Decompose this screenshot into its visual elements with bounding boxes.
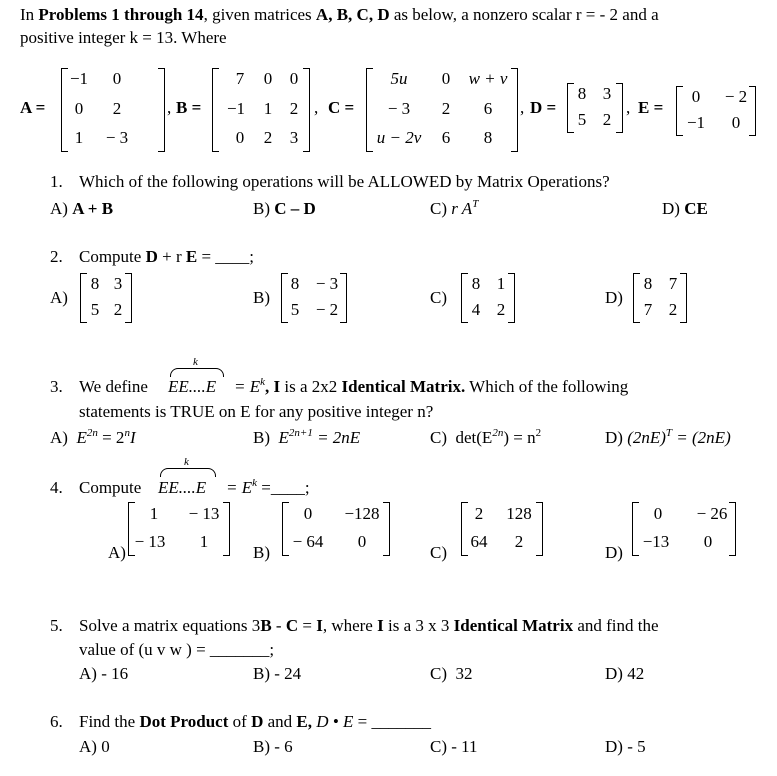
- matrix-e-cell: − 2: [724, 87, 748, 106]
- q3-comma: ,: [265, 377, 274, 396]
- matrix-cell: 5: [90, 300, 100, 319]
- q2-option-c-label[interactable]: C): [430, 288, 447, 307]
- q4-option-b-matrix: [282, 502, 390, 556]
- q2-option-a-label[interactable]: A): [50, 288, 68, 307]
- q5-option-c[interactable]: [430, 664, 473, 684]
- q2-option-a-matrix: [80, 273, 132, 323]
- matrix-cell: 7: [643, 300, 653, 319]
- matrix-cell: 2: [514, 532, 524, 551]
- matrix-e-cell: 0: [691, 87, 701, 106]
- q2-option-d-matrix: [633, 273, 687, 323]
- q4-number: 4.: [50, 478, 63, 497]
- q5-text-line2: value of (u v w ) = _______;: [79, 640, 275, 659]
- q4-overbrace: [160, 468, 216, 477]
- option-label: C): [430, 737, 447, 756]
- intro-problems-range: Problems 1 through 14: [38, 5, 204, 24]
- q6-expression: D • E: [311, 712, 354, 731]
- matrix-e-label: E =: [638, 98, 664, 117]
- option-part: = 2: [97, 428, 125, 447]
- q6-option-a[interactable]: [79, 737, 110, 757]
- q6-option-d[interactable]: [605, 737, 646, 757]
- matrix-cell: − 2: [315, 300, 339, 319]
- q4-option-c-matrix: [461, 502, 543, 556]
- matrix-cell: −13: [642, 532, 670, 551]
- matrix-cell: 3: [113, 274, 123, 293]
- matrix-b-label: B =: [176, 98, 202, 117]
- q4-brace-text: EE....E: [158, 478, 207, 497]
- intro-text: In: [20, 5, 39, 24]
- matrix-cell: 8: [471, 274, 481, 293]
- matrix-e: [676, 86, 756, 136]
- q3-option-b[interactable]: [253, 428, 360, 448]
- matrix-a-cell: 0: [112, 69, 122, 88]
- q3-option-a[interactable]: [50, 428, 136, 448]
- q4-prefix: Compute: [79, 478, 142, 497]
- option-value: r A: [451, 199, 473, 218]
- option-label: A): [50, 199, 68, 218]
- intro-line-1: [20, 5, 659, 25]
- matrix-cell: − 13: [188, 504, 220, 523]
- matrix-cell: 5: [290, 300, 300, 319]
- matrix-a-cell: −1: [69, 69, 89, 88]
- matrix-cell: 0: [303, 504, 313, 523]
- q5-option-d[interactable]: [605, 664, 644, 684]
- q3-identity: I: [273, 377, 281, 396]
- q1-option-d[interactable]: [662, 199, 708, 219]
- q4-option-d-label[interactable]: D): [605, 543, 623, 562]
- option-label: D): [605, 664, 623, 683]
- intro-line-2: positive integer k = 13. Where: [20, 28, 227, 47]
- option-label: D): [605, 428, 623, 447]
- matrix-b-cell: 2: [263, 128, 273, 147]
- matrix-d-cell: 8: [577, 84, 587, 103]
- q6-bold: D: [251, 712, 264, 731]
- intro-text: as below, a nonzero scalar r = - 2 and a: [389, 5, 659, 24]
- matrix-cell: − 3: [315, 274, 339, 293]
- option-label: B): [253, 737, 270, 756]
- q2-option-b-matrix: [281, 273, 347, 323]
- q5-bold: I: [316, 616, 323, 635]
- q6-option-c[interactable]: [430, 737, 478, 757]
- option-value: - 16: [101, 664, 129, 683]
- q5-bold: I: [377, 616, 384, 635]
- matrix-cell: 8: [90, 274, 100, 293]
- option-label: A): [79, 737, 97, 756]
- intro-text: , given matrices: [203, 5, 316, 24]
- option-label: C): [430, 199, 447, 218]
- q2-option-b-label[interactable]: B): [253, 288, 270, 307]
- q6-text-part: and: [263, 712, 297, 731]
- option-label: C): [430, 664, 447, 683]
- q1-option-b[interactable]: [253, 199, 316, 219]
- option-value: - 11: [451, 737, 478, 756]
- q6-number: 6.: [50, 712, 63, 731]
- matrix-cell: −128: [344, 504, 380, 523]
- q3-eq: = E: [234, 377, 261, 396]
- matrix-b-cell: 2: [289, 99, 299, 118]
- option-part: = (2nE): [672, 428, 731, 447]
- q3-option-c[interactable]: [430, 428, 541, 448]
- matrix-b-cell: −1: [226, 99, 246, 118]
- option-label: C): [430, 428, 447, 447]
- option-value: CE: [684, 199, 708, 218]
- matrix-cell: 0: [703, 532, 713, 551]
- q2-matrix-d: D: [145, 247, 158, 266]
- q1-option-c[interactable]: [430, 199, 478, 219]
- q4-option-c-label[interactable]: C): [430, 543, 447, 562]
- option-part: (2nE): [627, 428, 666, 447]
- matrix-cell: 64: [470, 532, 488, 551]
- matrix-a-cell: 0: [74, 99, 84, 118]
- matrix-cell: 2: [113, 300, 123, 319]
- matrix-a-cell: − 3: [105, 128, 129, 147]
- matrix-cell: 4: [471, 300, 481, 319]
- q5-number: 5.: [50, 616, 63, 635]
- q4-eq: = E: [226, 478, 253, 497]
- matrix-a-label: A =: [20, 98, 46, 117]
- option-label: B): [253, 428, 270, 447]
- q6-text-part: = _______: [353, 712, 431, 731]
- matrix-a-cell: 2: [112, 99, 122, 118]
- q3-brace-text: EE....E: [168, 377, 217, 396]
- matrix-c-cell: 6: [441, 128, 451, 147]
- option-part: = 2nE: [312, 428, 361, 447]
- option-label: D): [605, 737, 623, 756]
- option-label: D): [662, 199, 680, 218]
- q6-bold: Dot Product: [139, 712, 229, 731]
- option-label: B): [253, 199, 270, 218]
- option-part: det(E: [455, 428, 493, 447]
- matrix-cell: 1: [149, 504, 159, 523]
- matrix-d-cell: 5: [577, 110, 587, 129]
- matrix-e-cell: 0: [731, 113, 741, 132]
- matrix-a-cell: 1: [74, 128, 84, 147]
- q2-text-part: + r: [157, 247, 186, 266]
- separator: ,: [167, 98, 172, 117]
- q3-text-part: Which of the following: [465, 377, 629, 396]
- q5-text-part: and find the: [573, 616, 659, 635]
- separator: ,: [520, 98, 525, 117]
- q6-text-part: Find the: [79, 712, 140, 731]
- q6-option-b[interactable]: [253, 737, 293, 757]
- q5-option-a[interactable]: [79, 664, 128, 684]
- matrix-b-cell: 3: [289, 128, 299, 147]
- matrix-c-cell: 5u: [390, 69, 408, 88]
- matrix-c-cell: − 3: [387, 99, 411, 118]
- matrix-cell: 8: [643, 274, 653, 293]
- option-label: A): [50, 428, 68, 447]
- q6-bold: E,: [296, 712, 312, 731]
- q5-text-part: -: [271, 616, 286, 635]
- q4-option-b-label[interactable]: B): [253, 543, 270, 562]
- q3-text-part: is a 2x2: [280, 377, 342, 396]
- matrix-cell: 7: [668, 274, 678, 293]
- matrix-c-cell: 0: [441, 69, 451, 88]
- matrix-a: [61, 68, 165, 152]
- q1-text: Which of the following operations will be ALLOWED by Matrix Operations?: [79, 172, 610, 191]
- matrix-b-cell: 0: [263, 69, 273, 88]
- matrix-d-label: D =: [530, 98, 557, 117]
- q5-bold: B: [260, 616, 272, 635]
- q5-option-b[interactable]: [253, 664, 301, 684]
- q3-eq-sup: k: [260, 376, 265, 388]
- option-part: E: [76, 428, 87, 447]
- matrix-cell: − 13: [134, 532, 166, 551]
- matrix-cell: 0: [653, 504, 663, 523]
- matrix-e-cell: −1: [686, 113, 706, 132]
- matrix-c-cell: 6: [483, 99, 493, 118]
- option-part: I: [129, 428, 136, 447]
- option-superscript: T: [472, 198, 479, 210]
- q4-eq-sup: k: [252, 477, 257, 489]
- option-value: - 5: [627, 737, 646, 756]
- q5-text-part: , where: [322, 616, 378, 635]
- matrix-b-cell: 0: [235, 128, 245, 147]
- matrix-c-cell: 2: [441, 99, 451, 118]
- option-value: A + B: [72, 199, 114, 218]
- q3-text-line2: statements is TRUE on E for any positive integer n?: [79, 402, 434, 421]
- q4-text: [226, 478, 310, 498]
- matrix-b: [212, 68, 310, 152]
- q3-identical-matrix: Identical Matrix.: [341, 377, 466, 396]
- option-value: - 6: [274, 737, 293, 756]
- matrix-d-cell: 2: [602, 110, 612, 129]
- q3-overbrace: [170, 368, 224, 377]
- matrix-d-cell: 3: [602, 84, 612, 103]
- matrix-cell: − 26: [696, 504, 728, 523]
- option-value: C – D: [274, 199, 316, 218]
- option-value: 32: [455, 664, 473, 683]
- option-sup: T: [665, 427, 673, 439]
- matrix-cell: 128: [506, 504, 532, 523]
- q1-number: 1.: [50, 172, 63, 191]
- q3-option-d[interactable]: [605, 428, 731, 448]
- matrix-c-cell: 8: [483, 128, 493, 147]
- matrix-cell: 2: [474, 504, 484, 523]
- q2-text: [79, 247, 254, 267]
- matrix-c: [366, 68, 518, 152]
- q5-text-part: is a 3 x 3: [383, 616, 454, 635]
- option-sup: 2: [535, 427, 542, 439]
- q5-text-part: Solve a matrix equations 3: [79, 616, 261, 635]
- q3-brace-k: k: [193, 356, 198, 368]
- option-value: 0: [101, 737, 110, 756]
- option-value: - 24: [274, 664, 302, 683]
- q2-number: 2.: [50, 247, 63, 266]
- q2-text-part: Compute: [79, 247, 146, 266]
- matrix-cell: 2: [668, 300, 678, 319]
- q3-text: [234, 377, 628, 397]
- q4-option-d-matrix: [632, 502, 736, 556]
- q5-bold: C: [285, 616, 299, 635]
- matrix-c-label: C =: [328, 98, 355, 117]
- matrix-cell: 0: [357, 532, 367, 551]
- option-sup: n: [124, 427, 130, 439]
- matrix-cell: 1: [199, 532, 209, 551]
- option-part: ) = n: [503, 428, 536, 447]
- matrix-c-cell: w + v: [468, 69, 508, 88]
- q6-text-part: of: [228, 712, 252, 731]
- q5-text-part: =: [298, 616, 317, 635]
- matrix-b-cell: 0: [289, 69, 299, 88]
- q2-option-d-label[interactable]: D): [605, 288, 623, 307]
- option-label: A): [79, 664, 97, 683]
- separator: ,: [626, 98, 631, 117]
- matrix-cell: 1: [496, 274, 506, 293]
- q4-text-part: =____;: [257, 478, 310, 497]
- q3-number: 3.: [50, 377, 63, 396]
- matrix-cell: 2: [496, 300, 506, 319]
- q5-text: [79, 616, 659, 636]
- q1-option-a[interactable]: [50, 199, 113, 219]
- q5-bold: Identical Matrix: [453, 616, 574, 635]
- option-sup: 2n+1: [288, 427, 313, 439]
- option-value: 42: [627, 664, 645, 683]
- q3-prefix: We define: [79, 377, 148, 396]
- option-sup: 2n: [86, 427, 98, 439]
- matrix-d: [567, 83, 623, 133]
- q4-brace-k: k: [184, 456, 189, 468]
- matrix-b-cell: 1: [263, 99, 273, 118]
- option-part: E: [278, 428, 289, 447]
- q4-option-a-matrix: [128, 502, 230, 556]
- matrix-c-cell: u − 2v: [376, 128, 422, 147]
- separator: ,: [314, 98, 319, 117]
- matrix-b-cell: 7: [235, 69, 245, 88]
- option-label: B): [253, 664, 270, 683]
- q2-matrix-e: E: [185, 247, 198, 266]
- q2-text-part: = ____;: [197, 247, 255, 266]
- intro-matrix-names: A, B, C, D: [315, 5, 390, 24]
- matrix-cell: 8: [290, 274, 300, 293]
- q2-option-c-matrix: [461, 273, 515, 323]
- q4-option-a-label[interactable]: A): [108, 543, 126, 562]
- q6-text: [79, 712, 431, 732]
- matrix-cell: − 64: [292, 532, 324, 551]
- option-sup: 2n: [492, 427, 504, 439]
